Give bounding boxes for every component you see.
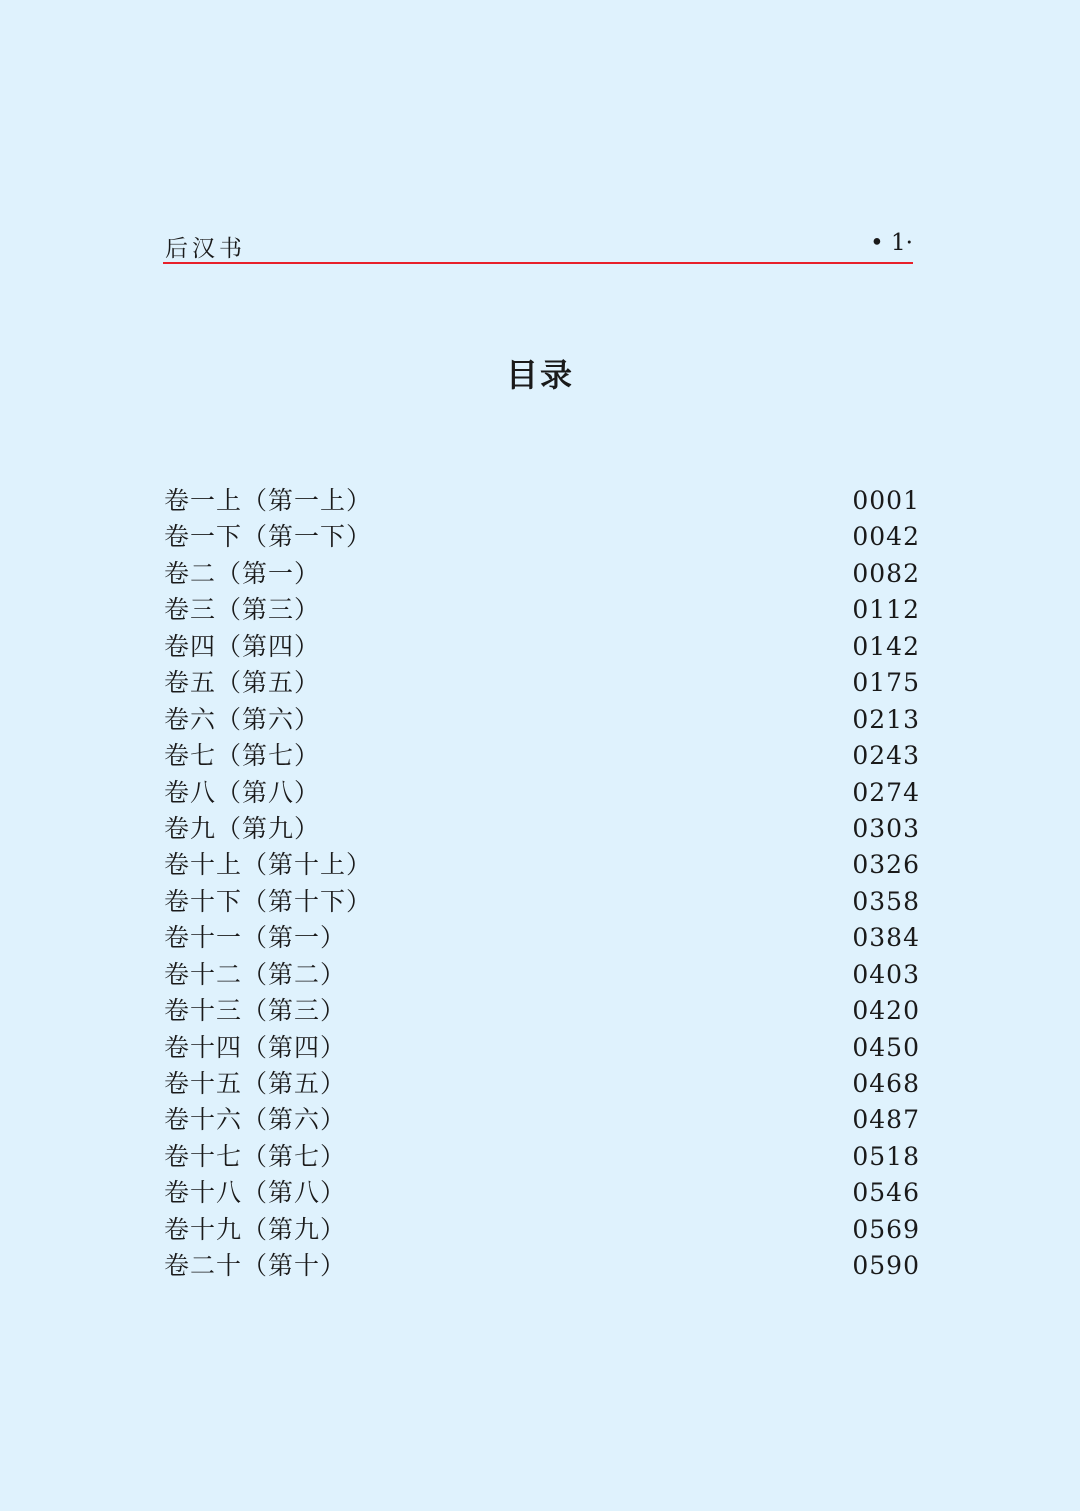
toc-entry-page: 0569 — [852, 1214, 920, 1244]
page-number: • 1· — [870, 230, 913, 256]
toc-entry[interactable] — [164, 665, 920, 701]
toc-entry-label: 卷一下（第一下） — [164, 522, 373, 552]
toc-entry-label: 卷九（第九） — [164, 813, 321, 843]
toc-entry-label: 卷三（第三） — [164, 595, 321, 625]
toc-entry[interactable] — [164, 1102, 920, 1138]
toc-entry-label: 卷十下（第十下） — [164, 886, 373, 916]
toc-entry-label: 卷二十（第十） — [164, 1251, 347, 1281]
toc-entry[interactable] — [164, 592, 920, 628]
toc-entry-page: 0001 — [852, 486, 920, 515]
toc-entry-page: 0042 — [852, 522, 920, 552]
toc-entry[interactable] — [164, 556, 920, 592]
toc-entry[interactable] — [164, 1066, 920, 1102]
toc-entry-page: 0142 — [852, 631, 920, 661]
toc-entry-page: 0403 — [852, 959, 920, 989]
toc-entry-label: 卷十四（第四） — [164, 1032, 347, 1062]
toc-entry-page: 0358 — [852, 886, 920, 916]
toc-entry-label: 卷十三（第三） — [164, 996, 347, 1026]
toc-entry-page: 0468 — [852, 1069, 920, 1098]
book-title: 后汉书 — [165, 236, 246, 262]
toc-entry[interactable] — [164, 1248, 920, 1284]
toc-entry-label: 卷十八（第八） — [164, 1178, 347, 1208]
toc-entry-label: 卷十五（第五） — [164, 1069, 347, 1098]
toc-entry[interactable] — [164, 702, 920, 738]
toc-entry-label: 卷十七（第七） — [164, 1141, 347, 1171]
toc-entry[interactable] — [164, 1175, 920, 1211]
toc-entry-label: 卷八（第八） — [164, 777, 321, 807]
toc-entry-label: 卷十二（第二） — [164, 959, 347, 989]
toc-entry[interactable] — [164, 847, 920, 883]
toc-entry-page: 0213 — [852, 704, 920, 734]
toc-entry-page: 0590 — [852, 1251, 920, 1281]
toc-entry-page: 0243 — [852, 741, 920, 771]
toc-entry-page: 0112 — [852, 595, 920, 625]
toc-entry[interactable] — [164, 483, 920, 519]
toc-entry-label: 卷十一（第一） — [164, 923, 347, 953]
toc-entry-label: 卷二（第一） — [164, 558, 321, 588]
toc-entry-page: 0384 — [852, 923, 920, 953]
toc-entry[interactable] — [164, 519, 920, 555]
toc-entry-label: 卷一上（第一上） — [164, 486, 373, 515]
toc-entry[interactable] — [164, 920, 920, 956]
toc-entry-page: 0518 — [852, 1141, 920, 1171]
toc-entry-label: 卷十上（第十上） — [164, 850, 373, 880]
toc-entry-label: 卷七（第七） — [164, 741, 321, 771]
toc-heading: 目录 — [505, 356, 574, 394]
toc-entry[interactable] — [164, 738, 920, 774]
toc-entry[interactable] — [164, 957, 920, 993]
toc-entry[interactable] — [164, 1139, 920, 1175]
toc-entry[interactable] — [164, 811, 920, 847]
toc-entry-label: 卷五（第五） — [164, 668, 321, 698]
toc-entry-page: 0303 — [852, 813, 920, 843]
running-head — [163, 226, 913, 264]
toc-entry-label: 卷十六（第六） — [164, 1105, 347, 1135]
toc-entry-page: 0420 — [852, 996, 920, 1026]
toc-entry-label: 卷四（第四） — [164, 631, 321, 661]
toc-entry[interactable] — [164, 1212, 920, 1248]
toc-entry-page: 0175 — [852, 668, 920, 698]
toc-entry[interactable] — [164, 884, 920, 920]
toc-entry-page: 0487 — [852, 1105, 920, 1135]
toc-entry-page: 0326 — [852, 850, 920, 880]
toc-entry-page: 0274 — [852, 777, 920, 807]
toc-entry-label: 卷十九（第九） — [164, 1214, 347, 1244]
toc-entry-page: 0450 — [852, 1032, 920, 1062]
toc-entry[interactable] — [164, 1030, 920, 1066]
toc-entry[interactable] — [164, 775, 920, 811]
toc-entry[interactable] — [164, 629, 920, 665]
toc-entry-page: 0546 — [852, 1178, 920, 1208]
toc-entry[interactable] — [164, 993, 920, 1029]
toc-entry-page: 0082 — [852, 558, 920, 588]
toc-list — [164, 483, 920, 1285]
toc-entry-label: 卷六（第六） — [164, 704, 321, 734]
